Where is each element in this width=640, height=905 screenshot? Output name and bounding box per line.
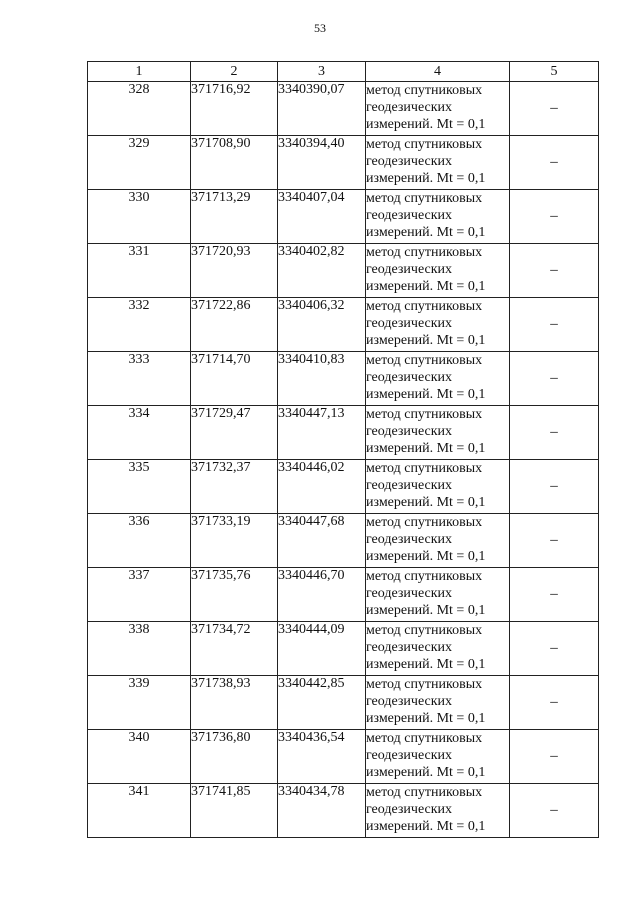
column-header-5: 5 — [510, 62, 599, 82]
y-coordinate-cell: 3340390,07 — [278, 82, 366, 136]
header-row — [88, 62, 599, 82]
note-cell: – — [510, 82, 599, 136]
method-cell: метод спутниковых геодезических измерений. Mt = 0,1 — [366, 136, 510, 190]
x-coordinate-cell: 371738,93 — [191, 676, 278, 730]
point-number-cell: 340 — [88, 730, 191, 784]
point-number-cell: 335 — [88, 460, 191, 514]
method-cell: метод спутниковых геодезических измерений. Mt = 0,1 — [366, 676, 510, 730]
x-coordinate-cell: 371734,72 — [191, 622, 278, 676]
method-cell: метод спутниковых геодезических измерений. Mt = 0,1 — [366, 568, 510, 622]
method-cell: метод спутниковых геодезических измерений. Mt = 0,1 — [366, 352, 510, 406]
y-coordinate-cell: 3340434,78 — [278, 784, 366, 838]
note-cell: – — [510, 676, 599, 730]
point-number-cell: 334 — [88, 406, 191, 460]
method-cell: метод спутниковых геодезических измерений. Mt = 0,1 — [366, 730, 510, 784]
note-cell: – — [510, 352, 599, 406]
method-cell: метод спутниковых геодезических измерений. Mt = 0,1 — [366, 406, 510, 460]
point-number-cell: 329 — [88, 136, 191, 190]
note-cell: – — [510, 622, 599, 676]
table-row — [88, 136, 599, 190]
page-number: 53 — [314, 21, 326, 35]
table-row — [88, 406, 599, 460]
table-row — [88, 298, 599, 352]
note-cell: – — [510, 730, 599, 784]
note-cell: – — [510, 190, 599, 244]
point-number-cell: 333 — [88, 352, 191, 406]
table-header — [88, 62, 599, 82]
x-coordinate-cell: 371714,70 — [191, 352, 278, 406]
x-coordinate-cell: 371720,93 — [191, 244, 278, 298]
table-row — [88, 190, 599, 244]
x-coordinate-cell: 371735,76 — [191, 568, 278, 622]
x-coordinate-cell: 371722,86 — [191, 298, 278, 352]
column-header-3: 3 — [278, 62, 366, 82]
point-number-cell: 341 — [88, 784, 191, 838]
x-coordinate-cell: 371741,85 — [191, 784, 278, 838]
note-cell: – — [510, 244, 599, 298]
x-coordinate-cell: 371736,80 — [191, 730, 278, 784]
column-header-1: 1 — [88, 62, 191, 82]
point-number-cell: 328 — [88, 82, 191, 136]
table-row — [88, 622, 599, 676]
column-header-2: 2 — [191, 62, 278, 82]
y-coordinate-cell: 3340436,54 — [278, 730, 366, 784]
y-coordinate-cell: 3340442,85 — [278, 676, 366, 730]
point-number-cell: 338 — [88, 622, 191, 676]
coordinates-table — [87, 61, 599, 838]
table-row — [88, 676, 599, 730]
table-row — [88, 352, 599, 406]
method-cell: метод спутниковых геодезических измерений. Mt = 0,1 — [366, 784, 510, 838]
table-row — [88, 730, 599, 784]
method-cell: метод спутниковых геодезических измерений. Mt = 0,1 — [366, 622, 510, 676]
table-body — [88, 82, 599, 838]
column-header-4: 4 — [366, 62, 510, 82]
x-coordinate-cell: 371713,29 — [191, 190, 278, 244]
table-row — [88, 82, 599, 136]
y-coordinate-cell: 3340407,04 — [278, 190, 366, 244]
method-cell: метод спутниковых геодезических измерений. Mt = 0,1 — [366, 82, 510, 136]
x-coordinate-cell: 371732,37 — [191, 460, 278, 514]
note-cell: – — [510, 406, 599, 460]
point-number-cell: 332 — [88, 298, 191, 352]
point-number-cell: 336 — [88, 514, 191, 568]
y-coordinate-cell: 3340447,13 — [278, 406, 366, 460]
note-cell: – — [510, 784, 599, 838]
y-coordinate-cell: 3340447,68 — [278, 514, 366, 568]
table-row — [88, 784, 599, 838]
note-cell: – — [510, 298, 599, 352]
point-number-cell: 331 — [88, 244, 191, 298]
method-cell: метод спутниковых геодезических измерений. Mt = 0,1 — [366, 514, 510, 568]
x-coordinate-cell: 371733,19 — [191, 514, 278, 568]
method-cell: метод спутниковых геодезических измерений. Mt = 0,1 — [366, 244, 510, 298]
point-number-cell: 330 — [88, 190, 191, 244]
y-coordinate-cell: 3340394,40 — [278, 136, 366, 190]
note-cell: – — [510, 460, 599, 514]
method-cell: метод спутниковых геодезических измерений. Mt = 0,1 — [366, 298, 510, 352]
method-cell: метод спутниковых геодезических измерений. Mt = 0,1 — [366, 190, 510, 244]
y-coordinate-cell: 3340402,82 — [278, 244, 366, 298]
y-coordinate-cell: 3340444,09 — [278, 622, 366, 676]
note-cell: – — [510, 568, 599, 622]
y-coordinate-cell: 3340446,70 — [278, 568, 366, 622]
x-coordinate-cell: 371708,90 — [191, 136, 278, 190]
point-number-cell: 337 — [88, 568, 191, 622]
table-row — [88, 244, 599, 298]
point-number-cell: 339 — [88, 676, 191, 730]
table-row — [88, 514, 599, 568]
y-coordinate-cell: 3340406,32 — [278, 298, 366, 352]
table-row — [88, 568, 599, 622]
note-cell: – — [510, 136, 599, 190]
note-cell: – — [510, 514, 599, 568]
x-coordinate-cell: 371716,92 — [191, 82, 278, 136]
y-coordinate-cell: 3340410,83 — [278, 352, 366, 406]
method-cell: метод спутниковых геодезических измерений. Mt = 0,1 — [366, 460, 510, 514]
table-row — [88, 460, 599, 514]
y-coordinate-cell: 3340446,02 — [278, 460, 366, 514]
x-coordinate-cell: 371729,47 — [191, 406, 278, 460]
